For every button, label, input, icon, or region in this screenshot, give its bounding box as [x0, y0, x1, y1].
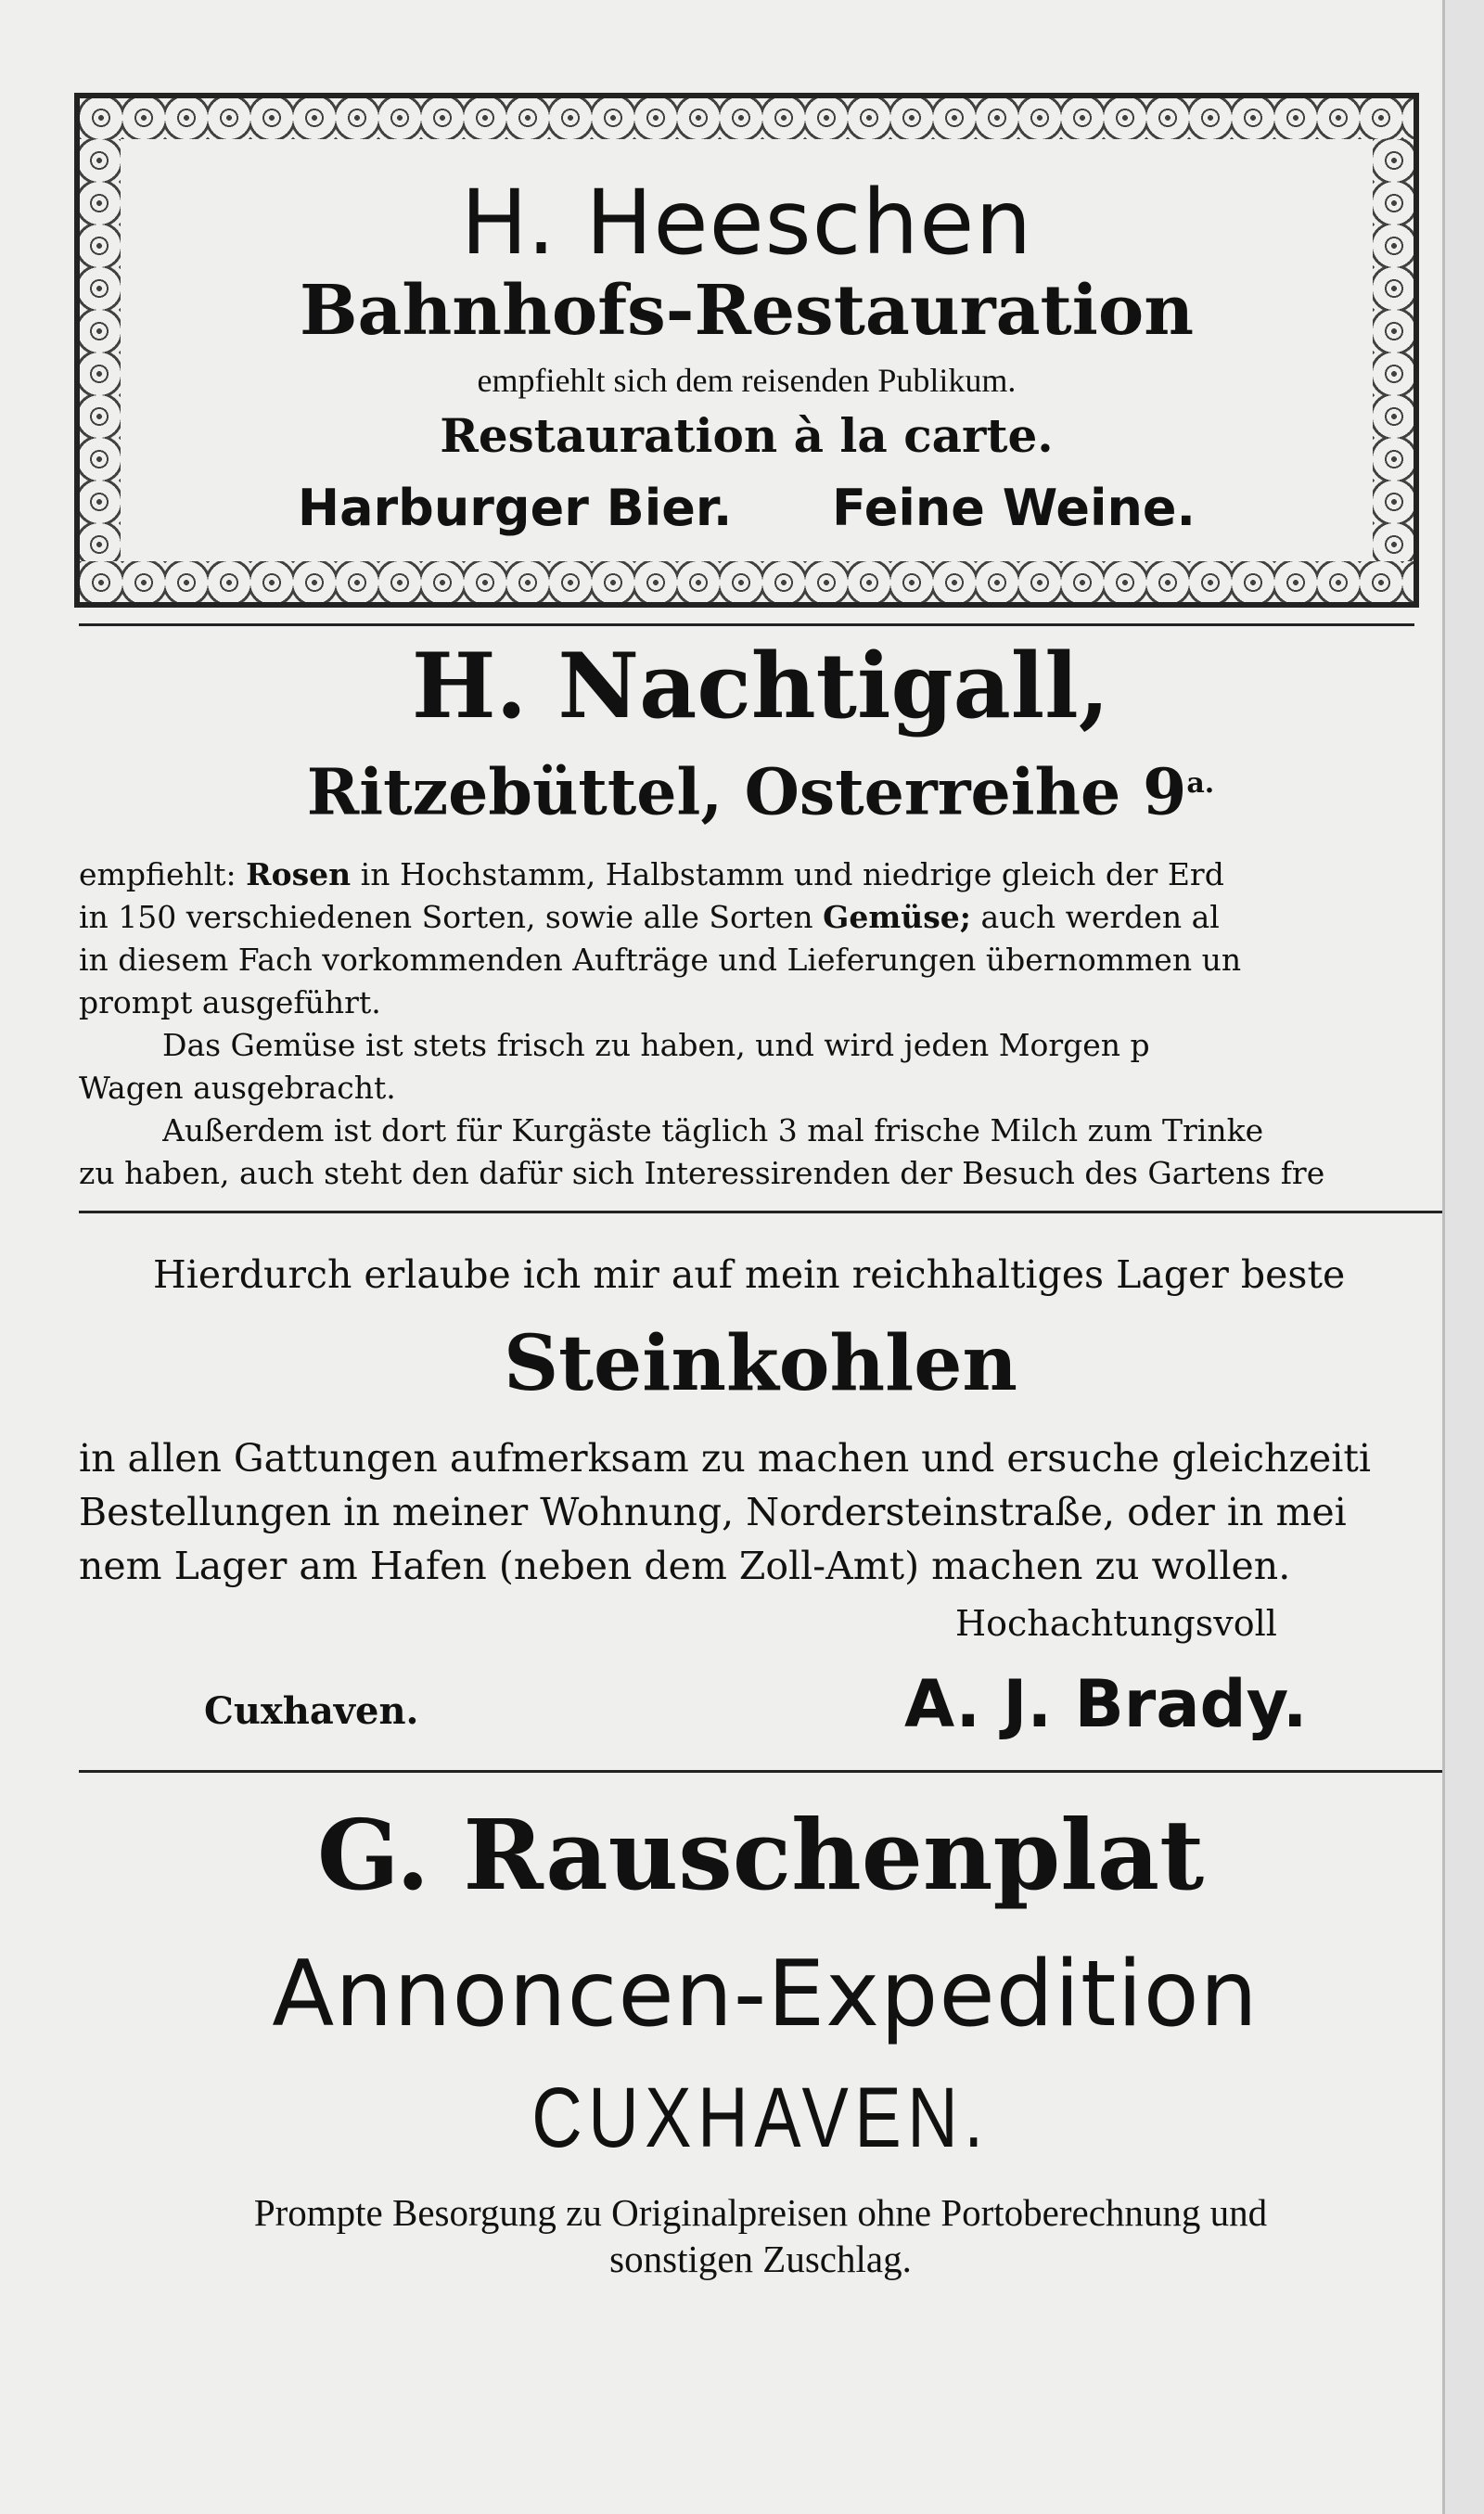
emphasis-vegetables: Gemüse; [823, 899, 971, 935]
page-edge [1442, 0, 1484, 2514]
nachtigall-line-7: Außerdem ist dort für Kurgäste täglich 3 mal frische Milch zum Trinke [162, 1112, 1264, 1148]
brady-line-3: nem Lager am Hafen (neben dem Zoll-Amt) machen zu wollen. [79, 1544, 1291, 1588]
nachtigall-line-5: Das Gemüse ist stets frisch zu haben, und wird jeden Morgen p [162, 1027, 1150, 1063]
heeschen-wine: Feine Weine. [832, 479, 1196, 537]
rauschenplat-name: G. Rauschenplat [316, 1798, 1205, 1912]
brady-product: Steinkohlen [503, 1319, 1018, 1408]
emphasis-roses: Rosen [246, 856, 352, 892]
rauschenplat-business: Annoncen-Expedition [272, 1942, 1259, 2047]
nachtigall-line-6: Wagen ausgebracht. [79, 1070, 396, 1106]
divider [79, 623, 1414, 626]
ornament-border-bottom [80, 561, 1414, 604]
divider [79, 1211, 1442, 1213]
nachtigall-address-sup: a. [1186, 767, 1215, 800]
brady-signature: A. J. Brady. [904, 1666, 1308, 1742]
nachtigall-line-8: zu haben, auch steht den dafür sich Interessirenden der Besuch des Gartens fre [79, 1155, 1325, 1191]
heeschen-business: Bahnhofs-Restauration [299, 271, 1195, 351]
brady-line-1: in allen Gattungen aufmerksam zu machen und ersuche gleichzeiti [79, 1436, 1371, 1481]
nachtigall-line-4: prompt ausgeführt. [79, 984, 381, 1020]
ornament-border-top [80, 96, 1414, 139]
ornament-border-left [78, 139, 121, 561]
heeschen-drinks [139, 471, 1354, 545]
heeschen-tagline: empfiehlt sich dem reisenden Publikum. [477, 362, 1017, 399]
divider [79, 1770, 1452, 1773]
nachtigall-address-text: Ritzebüttel, Osterreihe 9 [306, 755, 1187, 830]
line-text: in Hochstamm, Halbstamm und niedrige gleich der Erd [351, 856, 1224, 892]
ornament-border-right [1373, 139, 1415, 561]
rauschenplat-note-1: Prompte Besorgung zu Originalpreisen ohne Portoberechnung und [253, 2191, 1268, 2234]
nachtigall-line-2 [79, 896, 1442, 939]
brady-intro: Hierdurch erlaube ich mir auf mein reichhaltiges Lager beste [153, 1252, 1346, 1297]
heeschen-carte: Restauration à la carte. [440, 408, 1054, 463]
brady-line-2: Bestellungen in meiner Wohnung, Nordersteinstraße, oder in mei [79, 1490, 1347, 1534]
line-text: auch werden al [970, 899, 1220, 935]
rauschenplat-note-2: sonstigen Zuschlag. [609, 2238, 912, 2280]
heeschen-name: H. Heeschen [460, 171, 1033, 275]
nachtigall-address [79, 742, 1442, 835]
nachtigall-name: H. Nachtigall, [411, 634, 1110, 738]
nachtigall-line-1 [79, 853, 1442, 896]
rauschenplat-city: CUXHAVEN. [531, 2071, 990, 2165]
heeschen-beer: Harburger Bier. [297, 479, 733, 537]
line-text: in 150 verschiedenen Sorten, sowie alle Sorten [79, 899, 824, 935]
brady-place: Cuxhaven. [204, 1689, 419, 1733]
nachtigall-line-3: in diesem Fach vorkommenden Aufträge und Lieferungen übernommen un [79, 942, 1242, 978]
line-text: empfiehlt: [79, 856, 247, 892]
brady-closing: Hochachtungsvoll [955, 1603, 1277, 1644]
